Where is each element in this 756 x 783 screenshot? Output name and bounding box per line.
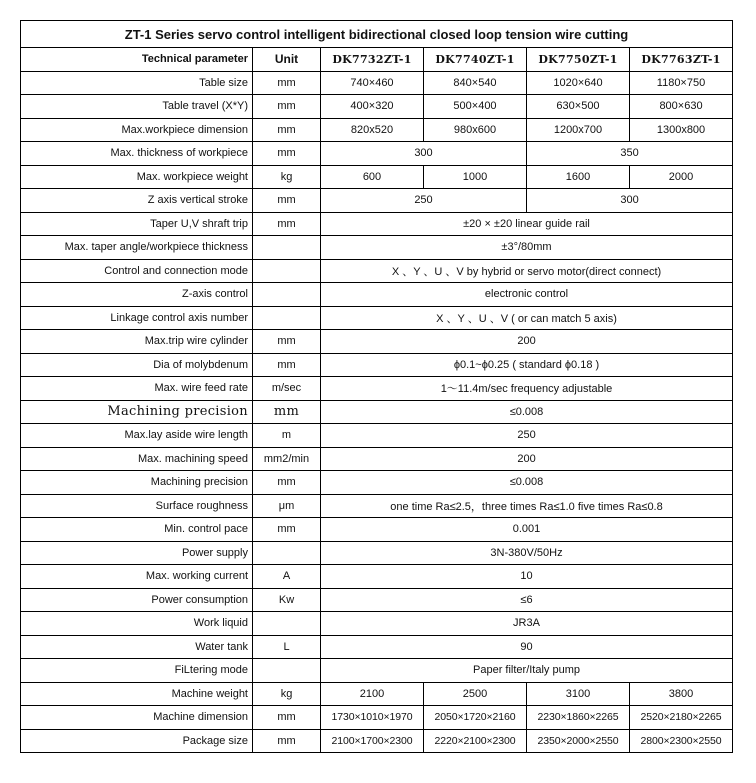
table-row	[21, 400, 733, 424]
header-row	[21, 48, 733, 72]
row-unit: Kw	[253, 588, 321, 612]
row-unit: mm	[253, 95, 321, 119]
table-row	[21, 612, 733, 636]
row-value: 300	[321, 142, 527, 166]
row-value: ≤0.008	[321, 400, 733, 424]
row-value: Paper filter/Italy pump	[321, 659, 733, 683]
row-value: 300	[527, 189, 733, 213]
row-unit: mm2/min	[253, 447, 321, 471]
row-parameter: Max. machining speed	[21, 447, 253, 471]
table-row	[21, 494, 733, 518]
row-unit: mm	[253, 212, 321, 236]
table-row	[21, 236, 733, 260]
row-parameter: Linkage control axis number	[21, 306, 253, 330]
header-model: DK7732ZT-1	[321, 48, 424, 72]
row-value: 2350×2000×2550	[527, 729, 630, 753]
row-value: 2100	[321, 682, 424, 706]
row-value: 800×630	[630, 95, 733, 119]
row-unit: mm	[253, 729, 321, 753]
row-value: ±3°/80mm	[321, 236, 733, 260]
header-model: DK7763ZT-1	[630, 48, 733, 72]
row-parameter: Power consumption	[21, 588, 253, 612]
title-row	[21, 21, 733, 48]
row-parameter: Package size	[21, 729, 253, 753]
row-value: ϕ0.1~ϕ0.25 ( standard ϕ0.18 )	[321, 353, 733, 377]
row-value: 1020×640	[527, 71, 630, 95]
row-value: 10	[321, 565, 733, 589]
table-row	[21, 259, 733, 283]
row-value: 740×460	[321, 71, 424, 95]
row-parameter: Max. wire feed rate	[21, 377, 253, 401]
row-unit: mm	[253, 353, 321, 377]
row-parameter: Max.lay aside wire length	[21, 424, 253, 448]
row-parameter: Min. control pace	[21, 518, 253, 542]
row-parameter: Z-axis control	[21, 283, 253, 307]
header-parameter: Technical parameter	[21, 48, 253, 72]
row-parameter: Z axis vertical stroke	[21, 189, 253, 213]
row-value: electronic control	[321, 283, 733, 307]
row-unit	[253, 541, 321, 565]
table-row	[21, 682, 733, 706]
table-row	[21, 377, 733, 401]
row-unit: L	[253, 635, 321, 659]
row-value: 400×320	[321, 95, 424, 119]
table-row	[21, 729, 733, 753]
row-unit: kg	[253, 682, 321, 706]
row-parameter: Work liquid	[21, 612, 253, 636]
row-unit: mm	[253, 471, 321, 495]
row-parameter: Taper U,V shraft trip	[21, 212, 253, 236]
row-parameter: Max. thickness of workpiece	[21, 142, 253, 166]
table-row	[21, 659, 733, 683]
row-value: 820x520	[321, 118, 424, 142]
row-value: 1600	[527, 165, 630, 189]
row-value: 2800×2300×2550	[630, 729, 733, 753]
row-value: one time Ra≤2.5，three times Ra≤1.0 five times Ra≤0.8	[321, 494, 733, 518]
header-unit: Unit	[253, 48, 321, 72]
row-unit: m/sec	[253, 377, 321, 401]
table-title: ZT-1 Series servo control intelligent bidirectional closed loop tension wire cutting	[21, 21, 733, 48]
table-row	[21, 447, 733, 471]
row-value: 500×400	[424, 95, 527, 119]
row-value: ±20 × ±20 linear guide rail	[321, 212, 733, 236]
table-row	[21, 330, 733, 354]
row-parameter: Machining precision	[21, 400, 253, 424]
row-parameter: Max.trip wire cylinder	[21, 330, 253, 354]
spec-table	[20, 20, 733, 753]
row-value: 600	[321, 165, 424, 189]
row-value: 3100	[527, 682, 630, 706]
row-unit	[253, 306, 321, 330]
row-parameter: Max. workpiece weight	[21, 165, 253, 189]
table-row	[21, 142, 733, 166]
row-value: X 、Y 、U 、V ( or can match 5 axis)	[321, 306, 733, 330]
row-value: 1200x700	[527, 118, 630, 142]
row-parameter: Max.workpiece dimension	[21, 118, 253, 142]
table-row	[21, 118, 733, 142]
row-value: 1180×750	[630, 71, 733, 95]
row-parameter: Dia of molybdenum	[21, 353, 253, 377]
row-unit	[253, 659, 321, 683]
table-row	[21, 71, 733, 95]
row-value: 2230×1860×2265	[527, 706, 630, 730]
header-model: DK7740ZT-1	[424, 48, 527, 72]
row-value: JR3A	[321, 612, 733, 636]
header-model: DK7750ZT-1	[527, 48, 630, 72]
row-value: 1730×1010×1970	[321, 706, 424, 730]
row-unit	[253, 283, 321, 307]
table-row	[21, 165, 733, 189]
row-parameter: Machine dimension	[21, 706, 253, 730]
row-unit: mm	[253, 330, 321, 354]
row-value: 1000	[424, 165, 527, 189]
row-value: 980x600	[424, 118, 527, 142]
row-unit: μm	[253, 494, 321, 518]
row-value: 90	[321, 635, 733, 659]
row-value: 1～11.4m/sec frequency adjustable	[321, 377, 733, 401]
row-unit: mm	[253, 706, 321, 730]
row-unit: mm	[253, 518, 321, 542]
row-parameter: Max. working current	[21, 565, 253, 589]
row-unit: mm	[253, 189, 321, 213]
table-row	[21, 95, 733, 119]
row-parameter: Power supply	[21, 541, 253, 565]
row-value: 2100×1700×2300	[321, 729, 424, 753]
row-unit	[253, 236, 321, 260]
row-parameter: FiLtering mode	[21, 659, 253, 683]
row-value: 0.001	[321, 518, 733, 542]
table-row	[21, 283, 733, 307]
row-value: 200	[321, 447, 733, 471]
row-unit: mm	[253, 118, 321, 142]
table-row	[21, 189, 733, 213]
row-parameter: Water tank	[21, 635, 253, 659]
row-value: 2000	[630, 165, 733, 189]
row-value: 2220×2100×2300	[424, 729, 527, 753]
row-value: ≤0.008	[321, 471, 733, 495]
table-row	[21, 518, 733, 542]
row-unit: mm	[253, 400, 321, 424]
row-parameter: Table size	[21, 71, 253, 95]
row-value: 250	[321, 424, 733, 448]
table-row	[21, 353, 733, 377]
table-row	[21, 541, 733, 565]
row-value: 250	[321, 189, 527, 213]
row-parameter: Max. taper angle/workpiece thickness	[21, 236, 253, 260]
row-unit	[253, 612, 321, 636]
row-unit	[253, 259, 321, 283]
row-parameter: Machining precision	[21, 471, 253, 495]
row-unit: mm	[253, 142, 321, 166]
table-row	[21, 306, 733, 330]
table-row	[21, 635, 733, 659]
row-value: 840×540	[424, 71, 527, 95]
row-unit: mm	[253, 71, 321, 95]
table-row	[21, 471, 733, 495]
row-value: 3N-380V/50Hz	[321, 541, 733, 565]
row-value: ≤6	[321, 588, 733, 612]
row-parameter: Machine weight	[21, 682, 253, 706]
row-value: X 、Y 、U 、V by hybrid or servo motor(direct connect)	[321, 259, 733, 283]
row-value: 2520×2180×2265	[630, 706, 733, 730]
table-row	[21, 706, 733, 730]
row-parameter: Surface roughness	[21, 494, 253, 518]
row-value: 350	[527, 142, 733, 166]
row-value: 2050×1720×2160	[424, 706, 527, 730]
row-value: 630×500	[527, 95, 630, 119]
row-value: 2500	[424, 682, 527, 706]
row-unit: A	[253, 565, 321, 589]
row-value: 3800	[630, 682, 733, 706]
table-row	[21, 212, 733, 236]
row-value: 1300x800	[630, 118, 733, 142]
table-row	[21, 424, 733, 448]
table-row	[21, 565, 733, 589]
row-value: 200	[321, 330, 733, 354]
row-parameter: Control and connection mode	[21, 259, 253, 283]
row-unit: kg	[253, 165, 321, 189]
table-row	[21, 588, 733, 612]
row-parameter: Table travel (X*Y)	[21, 95, 253, 119]
row-unit: m	[253, 424, 321, 448]
